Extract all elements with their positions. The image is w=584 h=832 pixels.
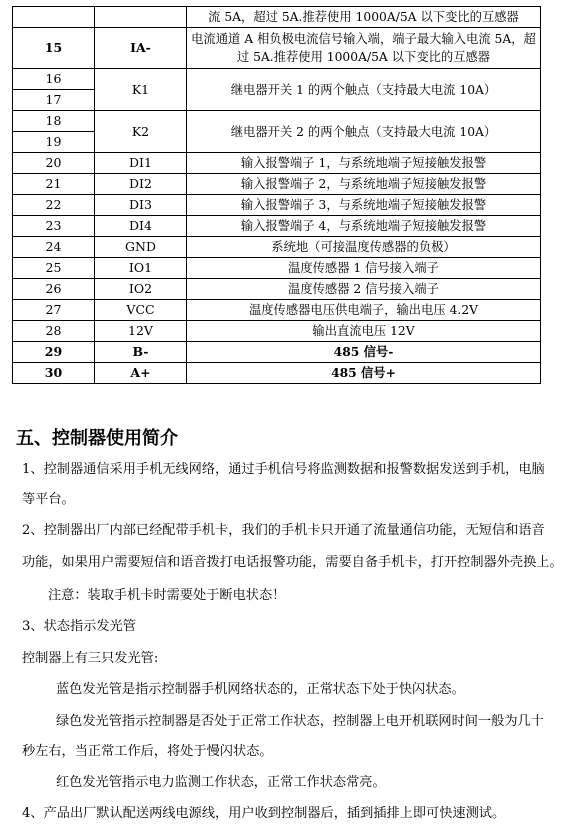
paragraph-3-intro: 控制器上有三只发光管: [22,651,159,666]
pin-cell: 23 [13,216,95,237]
section-heading: 五、控制器使用简介 [16,428,178,449]
pin-cell: 15 [13,28,95,69]
terminal-table [12,6,541,384]
pin-cell: 19 [13,132,95,153]
pin-cell [13,7,95,28]
table-row [13,363,541,384]
desc-cell: 电流通道 A 相负极电流信号输入端，端子最大输入电流 5A，超过 5A.推荐使用 1000A/5A 以下变比的互感器 [187,28,541,69]
table-row [13,237,541,258]
pin-cell: 17 [13,90,95,111]
name-cell: A+ [95,363,187,384]
desc-cell: 温度传感器 2 信号接入端子 [187,279,541,300]
table-row [13,174,541,195]
table-row [13,279,541,300]
note-text: 注意：装取手机卡时需要处于断电状态！ [48,588,286,603]
name-cell: DI4 [95,216,187,237]
desc-cell: 输入报警端子 2，与系统地端子短接触发报警 [187,174,541,195]
paragraph-1-line-1: 1、控制器通信采用手机无线网络，通过手机信号将监测数据和报警数据发送到手机，电脑 [22,462,545,477]
blue-led-text: 蓝色发光管是指示控制器手机网络状态的，正常状态下处于快闪状态。 [56,682,465,697]
table-row [13,111,541,132]
pin-cell: 21 [13,174,95,195]
pin-cell: 18 [13,111,95,132]
table-row [13,258,541,279]
name-cell: K2 [95,111,187,153]
name-cell: B- [95,342,187,363]
desc-cell: 输出直流电压 12V [187,321,541,342]
name-cell: DI1 [95,153,187,174]
table-row [13,7,541,28]
desc-cell: 输入报警端子 1，与系统地端子短接触发报警 [187,153,541,174]
pin-cell: 25 [13,258,95,279]
pin-cell: 22 [13,195,95,216]
paragraph-3-title: 3、状态指示发光管 [22,619,136,634]
table-row [13,321,541,342]
table-row [13,342,541,363]
table-row [13,28,541,69]
red-led-text: 红色发光管指示电力监测工作状态，正常工作状态常亮。 [56,775,386,790]
desc-cell: 流 5A，超过 5A.推荐使用 1000A/5A 以下变比的互感器 [187,7,541,28]
table-row [13,69,541,90]
pin-cell: 27 [13,300,95,321]
pin-cell: 16 [13,69,95,90]
pin-cell: 29 [13,342,95,363]
table-row [13,216,541,237]
pin-cell: 30 [13,363,95,384]
green-led-line-1: 绿色发光管指示控制器是否处于正常工作状态，控制器上电开机联网时间一般为几十 [56,714,544,729]
desc-cell: 系统地（可接温度传感器的负极） [187,237,541,258]
pin-cell: 24 [13,237,95,258]
name-cell: K1 [95,69,187,111]
desc-cell: 继电器开关 1 的两个触点（支持最大电流 10A） [187,69,541,111]
table-row [13,300,541,321]
desc-cell: 485 信号+ [187,363,541,384]
name-cell: IO2 [95,279,187,300]
desc-cell: 输入报警端子 4，与系统地端子短接触发报警 [187,216,541,237]
table-row [13,153,541,174]
desc-cell: 输入报警端子 3，与系统地端子短接触发报警 [187,195,541,216]
table-row [13,195,541,216]
name-cell: DI2 [95,174,187,195]
pin-cell: 26 [13,279,95,300]
desc-cell: 继电器开关 2 的两个触点（支持最大电流 10A） [187,111,541,153]
name-cell: IA- [95,28,187,69]
name-cell: IO1 [95,258,187,279]
name-cell: VCC [95,300,187,321]
desc-cell: 485 信号- [187,342,541,363]
desc-cell: 温度传感器电压供电端子，输出电压 4.2V [187,300,541,321]
paragraph-2-line-1: 2、控制器出厂内部已经配带手机卡，我们的手机卡只开通了流量通信功能，无短信和语音 [22,523,545,538]
paragraph-4: 4、产品出厂默认配送两线电源线，用户收到控制器后，插到插排上即可快速测试。 [22,806,506,821]
pin-cell: 28 [13,321,95,342]
green-led-line-2: 秒左右，当正常工作后，将处于慢闪状态。 [22,744,273,759]
paragraph-1-line-2: 等平台。 [22,492,75,507]
name-cell [95,7,187,28]
pin-cell: 20 [13,153,95,174]
name-cell: DI3 [95,195,187,216]
name-cell: GND [95,237,187,258]
name-cell: 12V [95,321,187,342]
paragraph-2-line-2: 功能，如果用户需要短信和语音拨打电话报警功能，需要自备手机卡，打开控制器外壳换上。 [22,555,563,570]
desc-cell: 温度传感器 1 信号接入端子 [187,258,541,279]
